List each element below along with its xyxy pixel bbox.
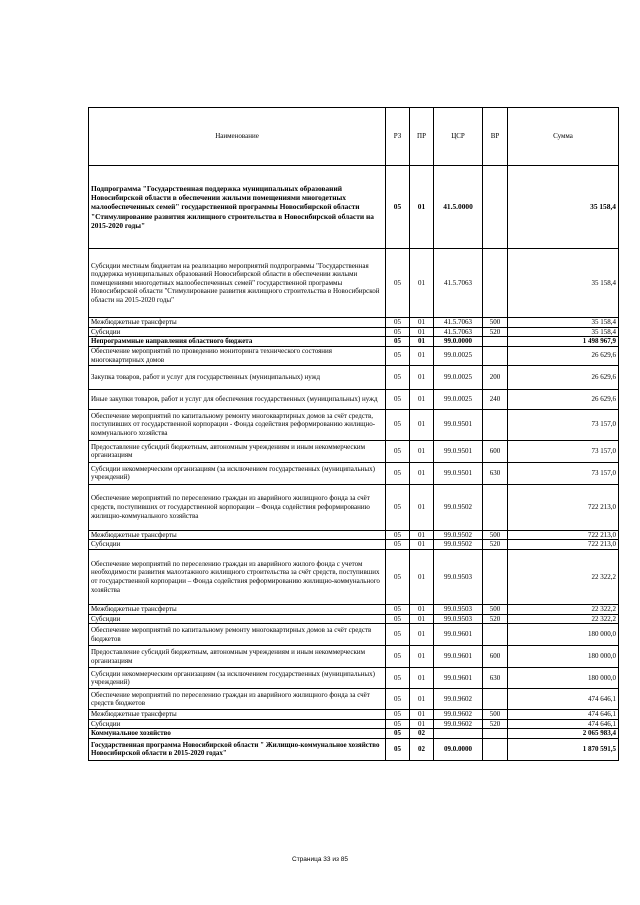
row-rz: 05 — [386, 646, 410, 668]
row-name: Предоставление субсидий бюджетным, автономным учреждениям и иным некоммерческим организациям — [89, 440, 386, 462]
row-csr: 99.0.0025 — [434, 346, 483, 365]
row-rz: 05 — [386, 462, 410, 484]
row-pr: 02 — [410, 729, 434, 739]
row-pr: 01 — [410, 549, 434, 604]
row-name: Закупка товаров, работ и услуг для государственных (муниципальных) нужд — [89, 365, 386, 389]
row-csr: 41.5.7063 — [434, 327, 483, 337]
table-row — [89, 710, 619, 720]
header-pr: ПР — [410, 108, 434, 166]
row-rz: 05 — [386, 337, 410, 347]
row-csr: 99.0.0000 — [434, 337, 483, 347]
row-sum: 22 322,2 — [508, 614, 619, 624]
row-pr: 01 — [410, 327, 434, 337]
row-sum: 73 157,0 — [508, 440, 619, 462]
table-row — [89, 337, 619, 347]
row-sum: 2 065 983,4 — [508, 729, 619, 739]
row-pr: 01 — [410, 249, 434, 318]
table-row — [89, 604, 619, 614]
row-rz: 05 — [386, 738, 410, 760]
row-csr: 99.0.9501 — [434, 440, 483, 462]
row-csr: 99.0.9502 — [434, 530, 483, 540]
header-name: Наименование — [89, 108, 386, 166]
row-pr: 02 — [410, 738, 434, 760]
row-vr: 500 — [483, 318, 508, 328]
row-sum: 26 629,6 — [508, 346, 619, 365]
row-vr — [483, 549, 508, 604]
row-rz: 05 — [386, 540, 410, 550]
row-name: Субсидии некоммерческим организациям (за исключением государственных (муниципальных) учреждений) — [89, 462, 386, 484]
header-rz: РЗ — [386, 108, 410, 166]
row-rz: 05 — [386, 318, 410, 328]
row-vr: 600 — [483, 646, 508, 668]
row-vr: 630 — [483, 668, 508, 689]
row-csr: 99.0.9602 — [434, 689, 483, 710]
row-pr: 01 — [410, 462, 434, 484]
row-csr: 99.0.9503 — [434, 614, 483, 624]
row-csr: 99.0.9602 — [434, 719, 483, 729]
table-row — [89, 668, 619, 689]
row-name: Подпрограмма "Государственная поддержка муниципальных образований Новосибирской области в обеспечении жилыми помещениями многодетных малообеспеченных семей" государственной программы Новосибирской области "Стимулирование развития жилищного строительства в Новосибирской области на 2015-2020 годы" — [89, 166, 386, 249]
row-csr: 99.0.9503 — [434, 549, 483, 604]
row-sum: 180 000,0 — [508, 624, 619, 646]
row-vr: 520 — [483, 719, 508, 729]
row-vr: 500 — [483, 530, 508, 540]
table-row — [89, 462, 619, 484]
table-row — [89, 389, 619, 409]
row-rz: 05 — [386, 689, 410, 710]
row-sum: 722 213,0 — [508, 484, 619, 530]
row-name: Коммунальное хозяйство — [89, 729, 386, 739]
row-csr: 99.0.9502 — [434, 540, 483, 550]
row-sum: 22 322,2 — [508, 604, 619, 614]
row-pr: 01 — [410, 646, 434, 668]
row-sum: 73 157,0 — [508, 409, 619, 440]
row-name: Государственная программа Новосибирской области " Жилищно-коммунальное хозяйство Новосибирской области в 2015-2020 годах" — [89, 738, 386, 760]
row-rz: 05 — [386, 624, 410, 646]
row-csr: 99.0.0025 — [434, 365, 483, 389]
row-pr: 01 — [410, 614, 434, 624]
row-csr: 99.0.0025 — [434, 389, 483, 409]
row-rz: 05 — [386, 365, 410, 389]
row-sum: 35 158,4 — [508, 327, 619, 337]
row-pr: 01 — [410, 624, 434, 646]
row-rz: 05 — [386, 484, 410, 530]
table-row — [89, 540, 619, 550]
row-csr: 99.0.9601 — [434, 646, 483, 668]
row-sum: 474 646,1 — [508, 689, 619, 710]
row-vr — [483, 346, 508, 365]
row-sum: 22 322,2 — [508, 549, 619, 604]
table-row — [89, 729, 619, 739]
table-row — [89, 409, 619, 440]
row-rz: 05 — [386, 729, 410, 739]
row-vr: 240 — [483, 389, 508, 409]
row-csr: 99.0.9503 — [434, 604, 483, 614]
row-name: Субсидии местным бюджетам на реализацию мероприятий подпрограммы "Государственная поддержка муниципальных образований Новосибирской области в обеспечении жилыми помещениями многодетных малообеспеченных семей" государственной программы Новосибирской области "Стимулирование развития жилищного строительства в Новосибирской области на 2015-2020 годы" — [89, 249, 386, 318]
row-vr — [483, 337, 508, 347]
row-vr — [483, 738, 508, 760]
row-vr: 500 — [483, 604, 508, 614]
row-csr: 99.0.9501 — [434, 462, 483, 484]
row-name: Субсидии — [89, 719, 386, 729]
row-pr: 01 — [410, 710, 434, 720]
table-header-row — [89, 108, 619, 166]
row-sum: 35 158,4 — [508, 318, 619, 328]
row-name: Межбюджетные трансферты — [89, 710, 386, 720]
header-csr: ЦСР — [434, 108, 483, 166]
row-name: Обеспечение мероприятий по переселению граждан из аварийного жилищного фонда за счёт средств, поступивших от государственной корпорации – Фонда содействия реформированию жилищно-коммунального хозяйства — [89, 484, 386, 530]
row-rz: 05 — [386, 668, 410, 689]
row-vr — [483, 484, 508, 530]
row-sum: 73 157,0 — [508, 462, 619, 484]
row-name: Субсидии — [89, 327, 386, 337]
row-sum: 26 629,6 — [508, 365, 619, 389]
table-row — [89, 549, 619, 604]
row-rz: 05 — [386, 249, 410, 318]
table-row — [89, 646, 619, 668]
row-csr: 99.0.9601 — [434, 624, 483, 646]
row-csr: 41.5.7063 — [434, 249, 483, 318]
row-pr: 01 — [410, 484, 434, 530]
row-name: Обеспечение мероприятий по переселению граждан из аварийного жилищного фонда за счёт средств бюджетов — [89, 689, 386, 710]
row-pr: 01 — [410, 540, 434, 550]
row-csr: 09.0.0000 — [434, 738, 483, 760]
row-name: Обеспечение мероприятий по капитальному ремонту многоквартирных домов за счёт средств бюджетов — [89, 624, 386, 646]
row-vr — [483, 166, 508, 249]
row-sum: 180 000,0 — [508, 646, 619, 668]
row-name: Обеспечение мероприятий по капитальному ремонту многоквартирных домов за счёт средств, поступивших от государственной корпорации - Фонда содействия реформированию жилищно-коммунального хозяйства — [89, 409, 386, 440]
row-vr: 630 — [483, 462, 508, 484]
row-sum: 474 646,1 — [508, 719, 619, 729]
header-vr: ВР — [483, 108, 508, 166]
table-row — [89, 614, 619, 624]
row-rz: 05 — [386, 389, 410, 409]
table-row — [89, 689, 619, 710]
table-row — [89, 484, 619, 530]
row-csr — [434, 729, 483, 739]
row-pr: 01 — [410, 689, 434, 710]
row-sum: 35 158,4 — [508, 166, 619, 249]
row-vr — [483, 729, 508, 739]
row-pr: 01 — [410, 166, 434, 249]
row-vr: 520 — [483, 327, 508, 337]
row-sum: 722 213,0 — [508, 530, 619, 540]
row-vr — [483, 624, 508, 646]
row-name: Непрограммные направления областного бюджета — [89, 337, 386, 347]
row-name: Обеспечение мероприятий по проведению мониторинга технического состояния многоквартирных домов — [89, 346, 386, 365]
table-row — [89, 530, 619, 540]
table-row — [89, 738, 619, 760]
row-rz: 05 — [386, 409, 410, 440]
table-row — [89, 327, 619, 337]
table-row — [89, 365, 619, 389]
table-row — [89, 346, 619, 365]
row-name: Субсидии — [89, 614, 386, 624]
row-csr: 99.0.9602 — [434, 710, 483, 720]
row-vr — [483, 689, 508, 710]
row-csr: 41.5.0000 — [434, 166, 483, 249]
row-pr: 01 — [410, 389, 434, 409]
row-name: Субсидии — [89, 540, 386, 550]
row-vr: 520 — [483, 614, 508, 624]
row-sum: 35 158,4 — [508, 249, 619, 318]
row-sum: 180 000,0 — [508, 668, 619, 689]
row-pr: 01 — [410, 440, 434, 462]
row-pr: 01 — [410, 604, 434, 614]
row-pr: 01 — [410, 719, 434, 729]
row-vr: 200 — [483, 365, 508, 389]
table-row — [89, 624, 619, 646]
row-csr: 41.5.7063 — [434, 318, 483, 328]
row-rz: 05 — [386, 710, 410, 720]
row-rz: 05 — [386, 719, 410, 729]
table-row — [89, 440, 619, 462]
row-csr: 99.0.9502 — [434, 484, 483, 530]
row-pr: 01 — [410, 346, 434, 365]
row-sum: 1 498 967,9 — [508, 337, 619, 347]
row-sum: 1 870 591,5 — [508, 738, 619, 760]
row-vr: 600 — [483, 440, 508, 462]
row-pr: 01 — [410, 668, 434, 689]
row-pr: 01 — [410, 365, 434, 389]
row-rz: 05 — [386, 346, 410, 365]
row-rz: 05 — [386, 604, 410, 614]
row-pr: 01 — [410, 318, 434, 328]
row-csr: 99.0.9601 — [434, 668, 483, 689]
row-rz: 05 — [386, 327, 410, 337]
table-row — [89, 166, 619, 249]
row-pr: 01 — [410, 530, 434, 540]
row-rz: 05 — [386, 440, 410, 462]
row-sum: 474 646,1 — [508, 710, 619, 720]
budget-table — [88, 107, 619, 761]
row-rz: 05 — [386, 530, 410, 540]
row-vr: 520 — [483, 540, 508, 550]
row-name: Субсидии некоммерческим организациям (за исключением государственных (муниципальных) учреждений) — [89, 668, 386, 689]
row-name: Предоставление субсидий бюджетным, автономным учреждениям и иным некоммерческим организациям — [89, 646, 386, 668]
row-name: Межбюджетные трансферты — [89, 530, 386, 540]
row-name: Межбюджетные трансферты — [89, 604, 386, 614]
row-csr: 99.0.9501 — [434, 409, 483, 440]
table-row — [89, 249, 619, 318]
row-name: Иные закупки товаров, работ и услуг для обеспечения государственных (муниципальных) нужд — [89, 389, 386, 409]
table-row — [89, 719, 619, 729]
row-vr — [483, 249, 508, 318]
header-sum: Сумма — [508, 108, 619, 166]
row-sum: 26 629,6 — [508, 389, 619, 409]
row-pr: 01 — [410, 409, 434, 440]
table-row — [89, 318, 619, 328]
row-name: Обеспечение мероприятий по переселению граждан из аварийного жилого фонда с учетом необходимости развития малоэтажного жилищного строительства за счёт средств, поступивших от государственной корпорации – Фонда содействия реформированию жилищно-коммунального хозяйства — [89, 549, 386, 604]
row-rz: 05 — [386, 166, 410, 249]
row-vr — [483, 409, 508, 440]
row-rz: 05 — [386, 614, 410, 624]
row-rz: 05 — [386, 549, 410, 604]
row-sum: 722 213,0 — [508, 540, 619, 550]
row-pr: 01 — [410, 337, 434, 347]
row-name: Межбюджетные трансферты — [89, 318, 386, 328]
page-number: Страница 33 из 85 — [292, 856, 348, 863]
row-vr: 500 — [483, 710, 508, 720]
